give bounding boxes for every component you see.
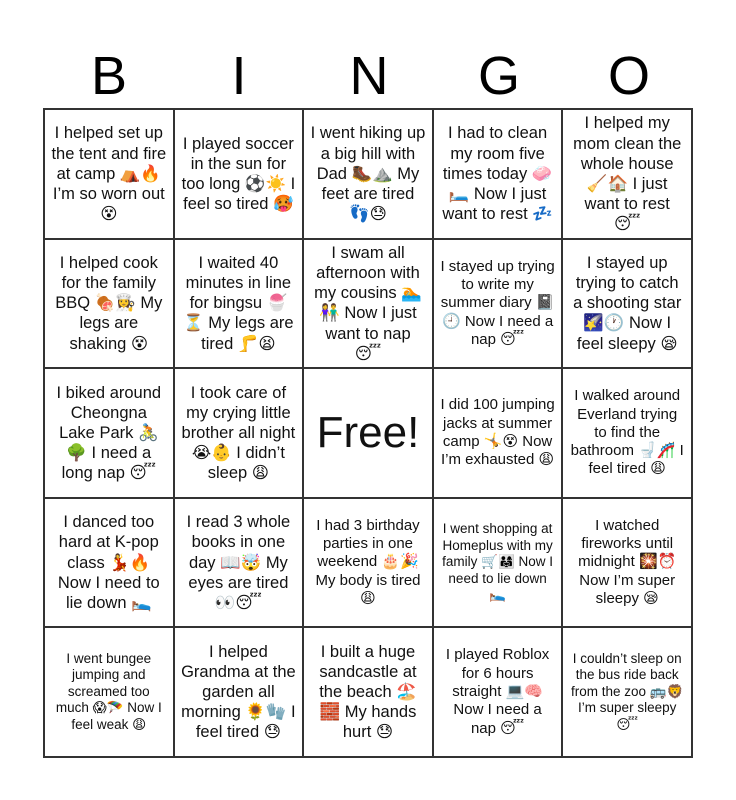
bingo-cell[interactable] [562, 498, 692, 628]
bingo-cell[interactable] [174, 368, 304, 498]
header-letter-b: B [90, 46, 128, 106]
bingo-cell[interactable] [562, 627, 692, 757]
bingo-cell[interactable] [174, 109, 304, 239]
bingo-cell[interactable] [44, 239, 174, 369]
bingo-board [43, 108, 693, 758]
header-letter-g: G [477, 46, 520, 106]
cell-text: I did 100 jumping jacks at summer camp 🤸😵 Now I’m exhausted 😩 [440, 396, 555, 469]
header-letter-o: O [607, 46, 650, 106]
bingo-cell[interactable] [44, 109, 174, 239]
bingo-cell[interactable] [174, 498, 304, 628]
free-space-cell[interactable] [303, 368, 433, 498]
cell-text: I had 3 birthday parties in one weekend 🎂🎉 My body is tired 😩 [315, 516, 421, 608]
free-space-text: Free! [316, 407, 420, 457]
header-letter-n: N [349, 46, 389, 106]
cell-text: I swam all afternoon with my cousins 🏊👫 Now I just want to nap 😴 [314, 244, 422, 363]
bingo-cell[interactable] [303, 109, 433, 239]
bingo-cell[interactable] [433, 239, 563, 369]
cell-text: I had to clean my room five times today 🧼🛏️ Now I just want to rest 💤 [442, 124, 553, 223]
cell-text: I helped cook for the family BBQ 🍖👩‍🍳 My legs are shaking 😵 [55, 254, 163, 353]
cell-text: I stayed up trying to catch a shooting star 🌠🕐 Now I feel sleepy 😪 [573, 254, 682, 353]
bingo-cell[interactable] [174, 239, 304, 369]
bingo-header [44, 44, 694, 108]
bingo-cell[interactable] [433, 627, 563, 757]
bingo-cell[interactable] [433, 109, 563, 239]
cell-text: I played Roblox for 6 hours straight 💻🧠 Now I need a nap 😴 [445, 646, 550, 737]
cell-text: I read 3 whole books in one day 📖🤯 My eyes are tired 👀😴 [186, 513, 291, 612]
bingo-cell[interactable] [433, 368, 563, 498]
bingo-cell[interactable] [44, 627, 174, 757]
bingo-cell[interactable] [303, 498, 433, 628]
cell-text: I played soccer in the sun for too long ⚽☀️ I feel so tired 🥵 [181, 134, 296, 213]
bingo-cell[interactable] [174, 627, 304, 757]
cell-text: I watched fireworks until midnight 🎇⏰ Now I’m super sleepy 😪 [578, 516, 677, 608]
bingo-cell[interactable] [562, 109, 692, 239]
bingo-cell[interactable] [562, 239, 692, 369]
cell-text: I went shopping at Homeplus with my family 🛒👨‍👩‍👧 Now I need to lie down 🛌 [442, 521, 554, 603]
cell-text: I went hiking up a big hill with Dad 🥾⛰️ My feet are tired 👣😓 [310, 124, 426, 223]
bingo-cell[interactable] [44, 368, 174, 498]
header-letter-i: I [231, 46, 247, 106]
cell-text: I helped my mom clean the whole house 🧹🏠 I just want to rest 😴 [573, 114, 682, 234]
cell-text: I took care of my crying little brother all night 😭👶 I didn’t sleep 😩 [181, 383, 296, 483]
cell-text: I stayed up trying to write my summer diary 📓🕘 Now I need a nap 😴 [440, 257, 555, 348]
cell-text: I waited 40 minutes in line for bingsu 🍧⏳ My legs are tired 🦵😫 [183, 254, 294, 353]
cell-text: I helped set up the tent and fire at camp ⛺🔥 I’m so worn out 😵 [51, 124, 167, 223]
cell-text: I walked around Everland trying to find the bathroom 🚽🎢 I feel tired 😩 [570, 387, 684, 478]
cell-text: I couldn’t sleep on the bus ride back from the zoo 🚌🦁 I’m super sleepy 😴 [570, 651, 684, 732]
bingo-cell[interactable] [433, 498, 563, 628]
bingo-cell[interactable] [44, 498, 174, 628]
cell-text: I helped Grandma at the garden all morning 🌻🧤 I feel tired 😓 [181, 642, 296, 742]
cell-text: I built a huge sandcastle at the beach 🏖️🧱 My hands hurt 😓 [319, 642, 417, 742]
cell-text: I went bungee jumping and screamed too much 😱🪂 Now I feel weak 😩 [55, 651, 162, 732]
bingo-cell[interactable] [303, 239, 433, 369]
cell-text: I danced too hard at K-pop class 💃🔥 Now I need to lie down 🛌 [57, 513, 160, 612]
cell-text: I biked around Cheongna Lake Park 🚴🌳 I need a long nap 😴 [56, 383, 162, 483]
bingo-cell[interactable] [303, 627, 433, 757]
bingo-cell[interactable] [562, 368, 692, 498]
